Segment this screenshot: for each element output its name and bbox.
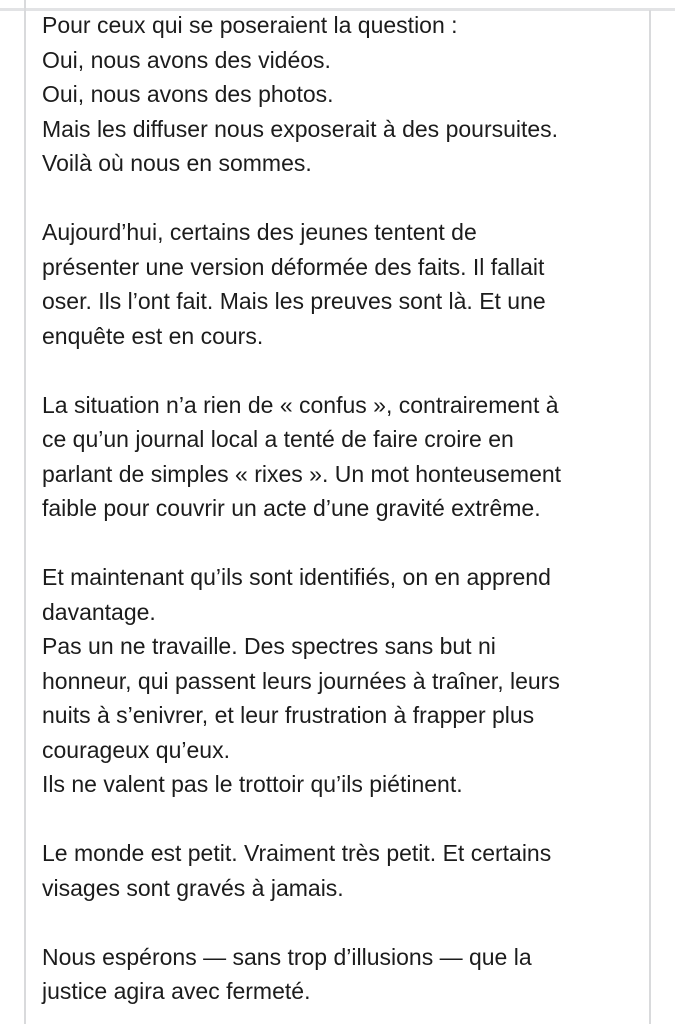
post-paragraph-2 [42,215,642,353]
text-line: davantage. [42,598,156,625]
text-line: Oui, nous avons des photos. [42,81,334,107]
right-card-border [649,10,651,1024]
text-line: Pas un ne travaille. Des spectres sans but ni [42,633,496,659]
text-line: Nous espérons — sans trop d’illusions — que la [42,943,532,970]
text-line: faible pour couvrir un acte d’une gravité extrême. [42,495,541,521]
post-paragraph-1 [42,8,642,181]
text-line: parlant de simples « rixes ». Un mot honteusement [42,460,562,487]
post-paragraph-6 [42,940,642,1009]
text-line: visages sont gravés à jamais. [42,874,344,901]
post-paragraph-3 [42,388,642,526]
text-line: Le monde est petit. Vraiment très petit. Et certains [42,840,552,866]
text-line: courageux qu’eux. [42,736,230,763]
text-line: honneur, qui passent leurs journées à traîner, leurs [42,667,560,694]
text-line: Oui, nous avons des vidéos. [42,46,331,73]
text-line: La situation n’a rien de « confus », contrairement à [42,391,559,418]
text-line: présenter une version déformée des faits. Il fallait [42,253,545,280]
text-line: oser. Ils l’ont fait. Mais les preuves sont là. Et une [42,288,546,314]
text-line: Mais les diffuser nous exposerait à des poursuites. [42,115,559,142]
text-line: Voilà où nous en sommes. [42,150,312,176]
post-paragraph-5 [42,836,642,905]
post-text-body [42,8,642,1024]
text-line: Pour ceux qui se poseraient la question : [42,12,458,38]
text-line: Aujourd’hui, certains des jeunes tentent de [42,219,477,245]
text-line: Ils ne valent pas le trottoir qu’ils piétinent. [42,771,463,797]
text-line: nuits à s’enivrer, et leur frustration à frapper plus [42,702,535,728]
left-card-border [24,0,26,1024]
text-line: enquête est en cours. [42,322,264,349]
post-paragraph-4 [42,560,642,802]
text-line: justice agira avec fermeté. [42,978,311,1004]
text-line: Et maintenant qu’ils sont identifiés, on en apprend [42,564,551,590]
text-line: ce qu’un journal local a tenté de faire croire en [42,426,514,452]
